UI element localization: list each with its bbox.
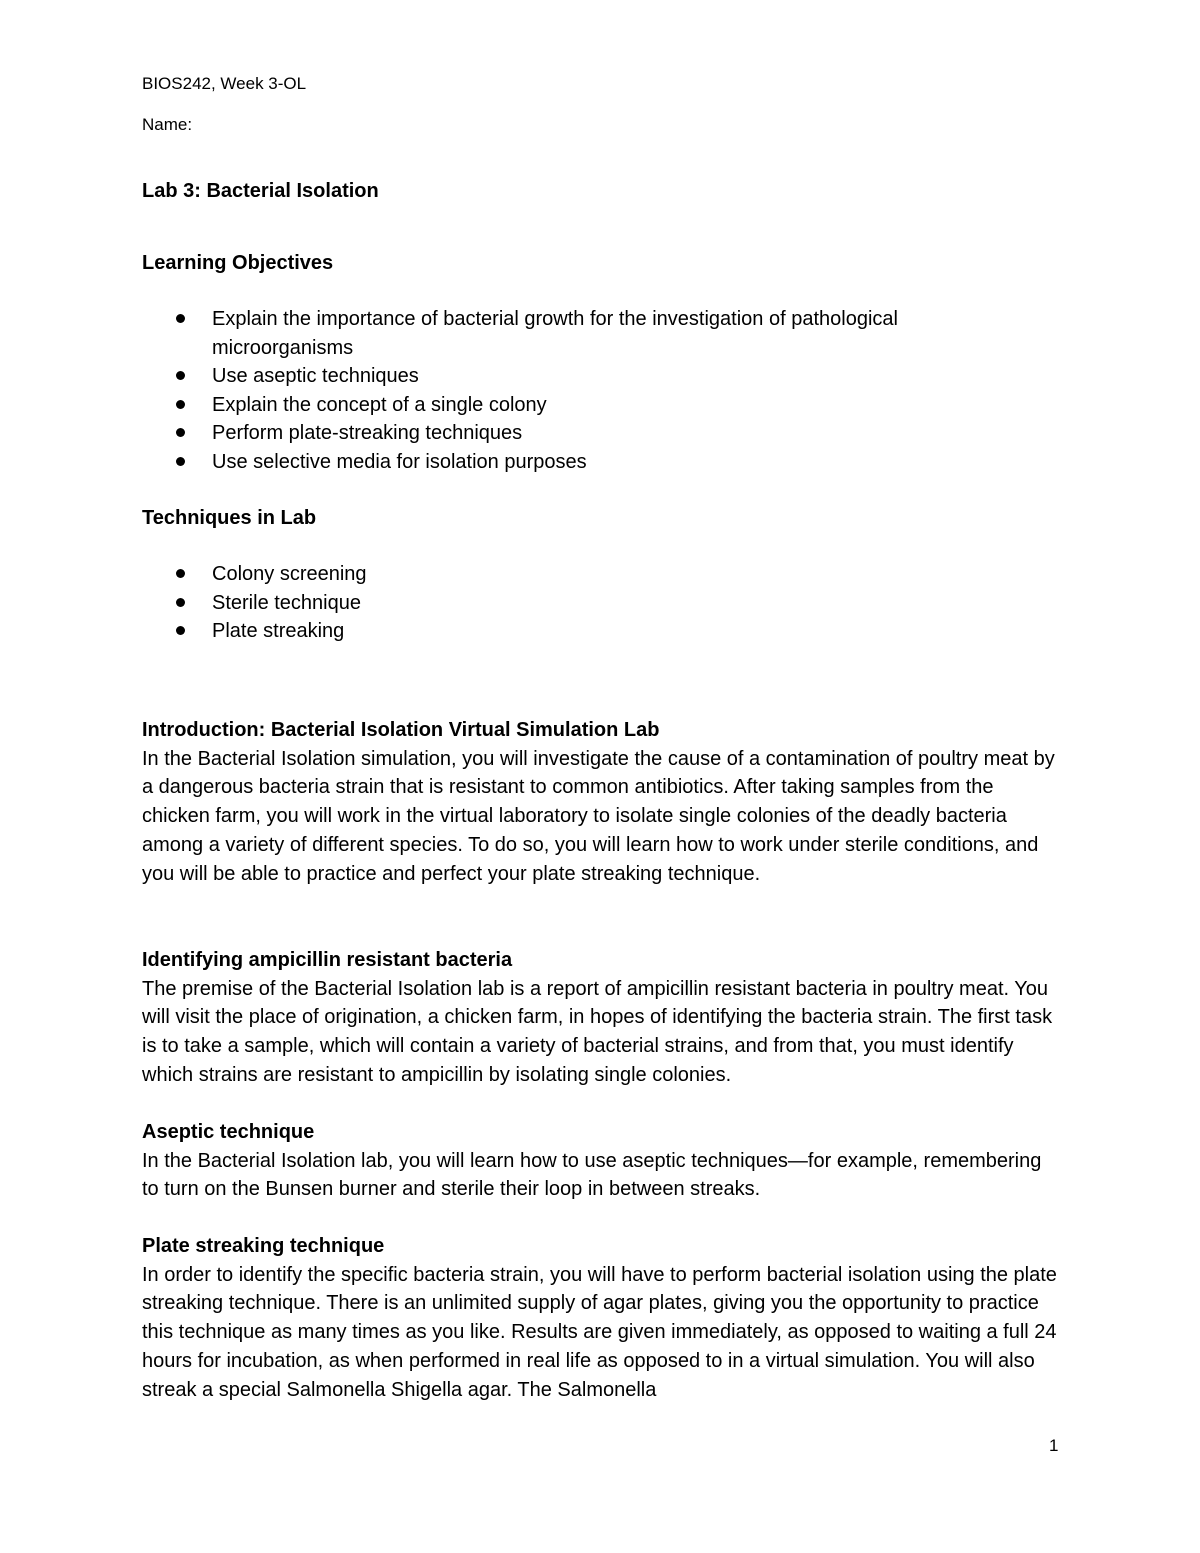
aseptic-section — [142, 1118, 1062, 1204]
page-number: 1 — [1049, 1436, 1059, 1455]
ampicillin-section — [142, 946, 1062, 1090]
bullet-icon — [176, 457, 185, 466]
intro-section — [142, 716, 1062, 888]
plate-streaking-heading: Plate streaking technique — [142, 1235, 385, 1257]
bullet-icon — [176, 598, 185, 607]
plate-streaking-body: In order to identify the specific bacteria strain, you will have to perform bacterial isolation using the plate streaking technique. There is an unlimited supply of agar plates, giving you the opportunity to practice this technique as many times as you like. Results are given immediately, as opposed to waiting a full 24 hours for incubation, as when performed in real life as opposed to in a virtual simulation. You will also streak a special Salmonella Shigella agar. The Salmonella — [142, 1263, 1057, 1401]
list-item: Sterile technique — [142, 589, 1042, 618]
plate-streaking-section — [142, 1232, 1062, 1404]
intro-heading: Introduction: Bacterial Isolation Virtual Simulation Lab — [142, 719, 660, 741]
learning-objectives-list — [142, 305, 1042, 476]
list-item: Use selective media for isolation purposes — [142, 448, 1042, 477]
list-item: Use aseptic techniques — [142, 362, 1042, 391]
name-label: Name: — [142, 115, 193, 134]
lab-title: Lab 3: Bacterial Isolation — [142, 180, 379, 202]
bullet-icon — [176, 626, 185, 635]
bullet-icon — [176, 428, 185, 437]
list-item: Perform plate-streaking techniques — [142, 419, 1042, 448]
aseptic-heading: Aseptic technique — [142, 1121, 315, 1143]
list-item: Colony screening — [142, 560, 1042, 589]
list-item: Explain the importance of bacterial growth for the investigation of pathological microorganisms — [142, 305, 1042, 362]
learning-objectives-heading: Learning Objectives — [142, 252, 334, 274]
bullet-icon — [176, 314, 185, 323]
techniques-heading: Techniques in Lab — [142, 507, 317, 529]
course-header: BIOS242, Week 3-OL — [142, 74, 307, 93]
intro-body: In the Bacterial Isolation simulation, you will investigate the cause of a contamination of poultry meat by a dangerous bacteria strain that is resistant to common antibiotics. After taking samples from the chicken farm, you will work in the virtual laboratory to isolate single colonies of the deadly bacteria among a variety of different species. To do so, you will learn how to work under sterile conditions, and you will be able to practice and perfect your plate streaking technique. — [142, 747, 1055, 885]
list-item: Plate streaking — [142, 617, 1042, 646]
aseptic-body: In the Bacterial Isolation lab, you will learn how to use aseptic techniques—for example, remembering to turn on the Bunsen burner and sterile their loop in between streaks. — [142, 1149, 1042, 1201]
ampicillin-heading: Identifying ampicillin resistant bacteria — [142, 949, 513, 971]
ampicillin-body: The premise of the Bacterial Isolation lab is a report of ampicillin resistant bacteria in poultry meat. You will visit the place of origination, a chicken farm, in hopes of identifying the bacteria strain. The first task is to take a sample, which will contain a variety of bacterial strains, and from that, you must identify which strains are resistant to ampicillin by isolating single colonies. — [142, 977, 1053, 1086]
list-item: Explain the concept of a single colony — [142, 391, 1042, 420]
techniques-list — [142, 560, 1042, 646]
bullet-icon — [176, 400, 185, 409]
bullet-icon — [176, 371, 185, 380]
bullet-icon — [176, 569, 185, 578]
